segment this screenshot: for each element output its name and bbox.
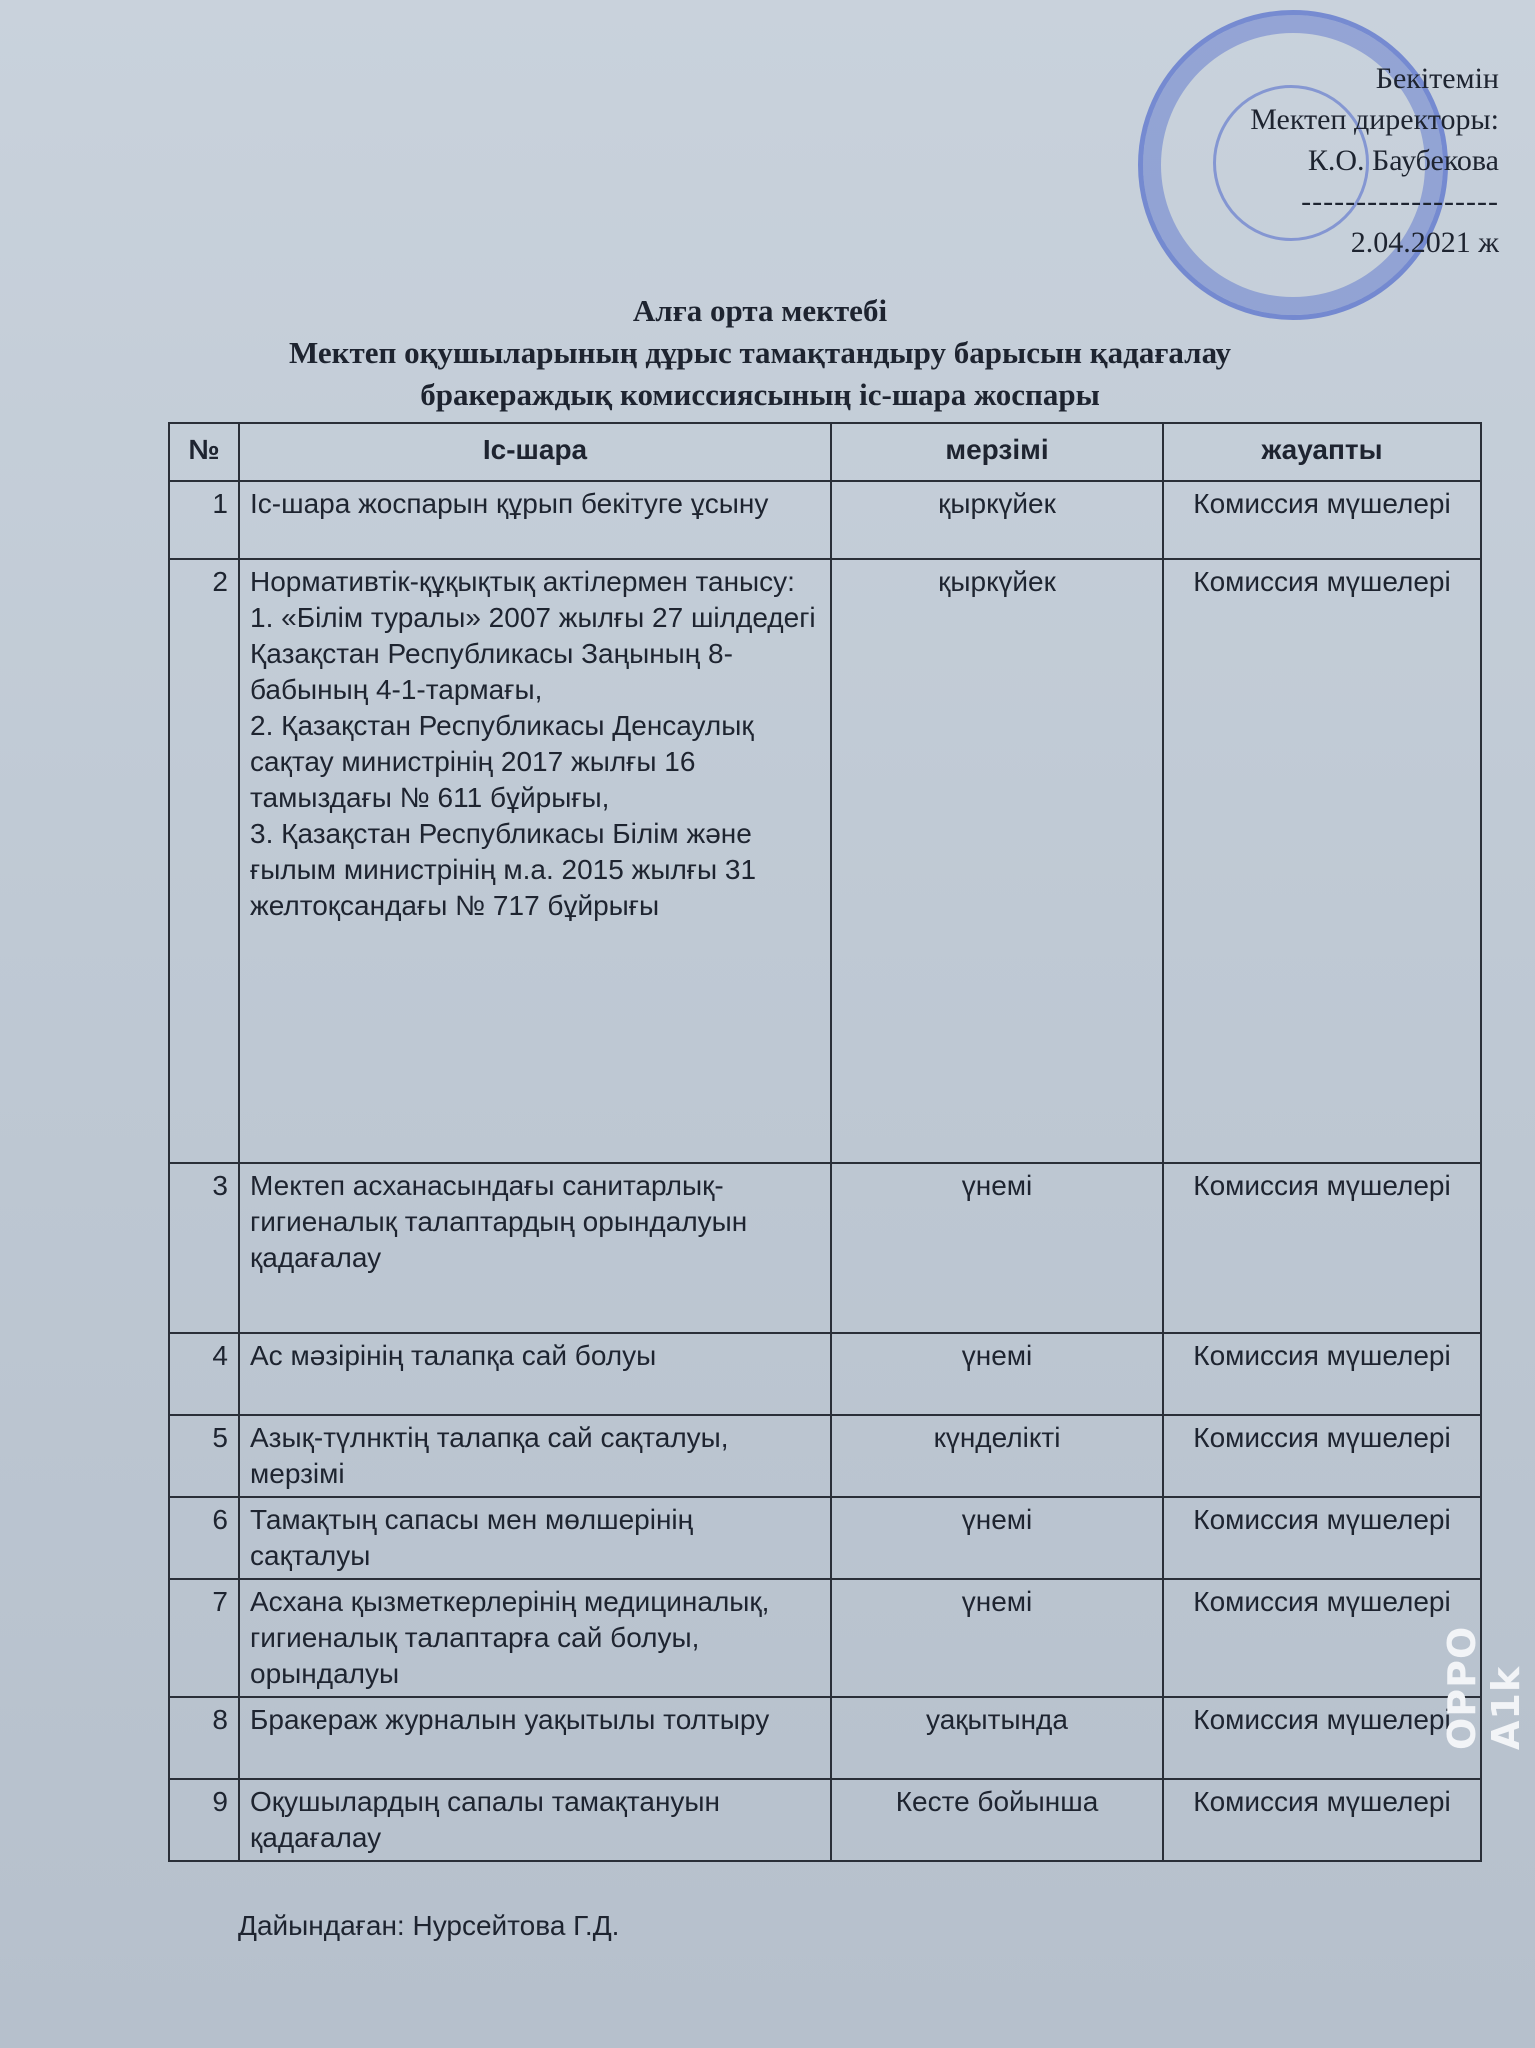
table-row bbox=[169, 559, 1481, 1163]
row-responsible: Комиссия мүшелері bbox=[1163, 1163, 1481, 1333]
row-responsible: Комиссия мүшелері bbox=[1163, 1497, 1481, 1579]
row-responsible: Комиссия мүшелері bbox=[1163, 1333, 1481, 1415]
camera-watermark: OPPO A1k bbox=[1440, 1625, 1528, 1750]
row-event: Бракераж журналын уақытылы толтыру bbox=[239, 1697, 831, 1779]
row-term: қыркүйек bbox=[831, 559, 1163, 1163]
row-responsible: Комиссия мүшелері bbox=[1163, 1779, 1481, 1861]
prepared-by: Дайындаған: Нурсейтова Г.Д. bbox=[238, 1910, 620, 1941]
table-row bbox=[169, 1579, 1481, 1697]
table-row bbox=[169, 1415, 1481, 1497]
row-number: 4 bbox=[169, 1333, 239, 1415]
row-number: 6 bbox=[169, 1497, 239, 1579]
header-term: мерзімі bbox=[831, 423, 1163, 481]
row-term: үнемі bbox=[831, 1333, 1163, 1415]
row-term: Кесте бойынша bbox=[831, 1779, 1163, 1861]
approval-position: Мектеп директоры: bbox=[1250, 103, 1499, 136]
plan-title-line1: Мектеп оқушыларының дұрыс тамақтандыру барысын қадағалау bbox=[289, 335, 1231, 370]
row-event: Мектеп асханасындағы санитарлық-гигиеналық талаптардың орындалуын қадағалау bbox=[239, 1163, 831, 1333]
row-number: 7 bbox=[169, 1579, 239, 1697]
approval-date: 2.04.2021 ж bbox=[1350, 226, 1499, 259]
row-term: күнделікті bbox=[831, 1415, 1163, 1497]
row-responsible: Комиссия мүшелері bbox=[1163, 1579, 1481, 1697]
approval-signature-line: ------------------ bbox=[1301, 185, 1499, 218]
row-responsible: Комиссия мүшелері bbox=[1163, 481, 1481, 559]
row-number: 1 bbox=[169, 481, 239, 559]
header-number: № bbox=[169, 423, 239, 481]
row-event: Нормативтік-құқықтық актілермен танысу: 1. «Білім туралы» 2007 жылғы 27 шілдедегі Қазақстан Республикасы Заңының 8-бабының 4-1-тармағы, 2. Қазақстан Республикасы Денсаулық сақтау министрінің 2017 жылғы 16 тамыздағы № 611 бұйрығы, 3. Қазақстан Республикасы Білім және ғылым министрінің м.а. 2015 жылғы 31 желтоқсандағы № 717 бұйрығы bbox=[239, 559, 831, 1163]
row-responsible: Комиссия мүшелері bbox=[1163, 1415, 1481, 1497]
plan-title-line2: бракераждық комиссиясының іс-шара жоспары bbox=[420, 377, 1100, 412]
plan-table bbox=[168, 422, 1482, 1862]
row-responsible: Комиссия мүшелері bbox=[1163, 1697, 1481, 1779]
row-event: Ас мәзірінің талапқа сай болуы bbox=[239, 1333, 831, 1415]
table-row bbox=[169, 1163, 1481, 1333]
table-header-row bbox=[169, 423, 1481, 481]
row-term: уақытында bbox=[831, 1697, 1163, 1779]
row-responsible: Комиссия мүшелері bbox=[1163, 559, 1481, 1163]
row-number: 3 bbox=[169, 1163, 239, 1333]
row-number: 8 bbox=[169, 1697, 239, 1779]
row-event: Іс-шара жоспарын құрып бекітуге ұсыну bbox=[239, 481, 831, 559]
row-event: Азық-түлнктің талапқа сай сақталуы, мерзімі bbox=[239, 1415, 831, 1497]
row-event: Асхана қызметкерлерінің медициналық, гигиеналық талаптарға сай болуы, орындалуы bbox=[239, 1579, 831, 1697]
row-term: үнемі bbox=[831, 1163, 1163, 1333]
table-row bbox=[169, 1697, 1481, 1779]
approval-director-name: К.О. Баубекова bbox=[1307, 144, 1499, 177]
row-number: 5 bbox=[169, 1415, 239, 1497]
row-event: Тамақтың сапасы мен мөлшерінің сақталуы bbox=[239, 1497, 831, 1579]
row-term: үнемі bbox=[831, 1579, 1163, 1697]
table-row bbox=[169, 1779, 1481, 1861]
header-event: Іс-шара bbox=[239, 423, 831, 481]
table-row bbox=[169, 1497, 1481, 1579]
header-responsible: жауапты bbox=[1163, 423, 1481, 481]
row-term: қыркүйек bbox=[831, 481, 1163, 559]
school-name: Алға орта мектебі bbox=[632, 293, 888, 328]
table-row bbox=[169, 481, 1481, 559]
row-number: 2 bbox=[169, 559, 239, 1163]
approval-block bbox=[1079, 58, 1499, 263]
approval-title: Бекітемін bbox=[1375, 62, 1499, 95]
row-event: Оқушылардың сапалы тамақтануын қадағалау bbox=[239, 1779, 831, 1861]
row-term: үнемі bbox=[831, 1497, 1163, 1579]
table-row bbox=[169, 1333, 1481, 1415]
row-number: 9 bbox=[169, 1779, 239, 1861]
